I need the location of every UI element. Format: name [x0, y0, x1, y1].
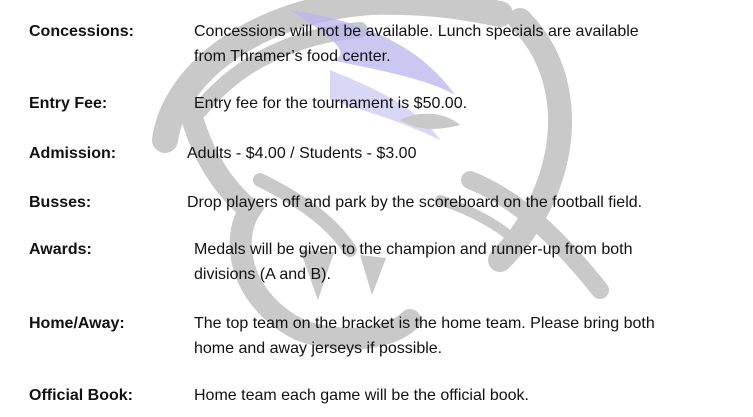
value-busses: Drop players off and park by the scoreboard on the football field. [187, 194, 643, 211]
label-official-book: Official Book: [29, 387, 134, 404]
value-concessions-line-1: Concessions will not be available. Lunch specials are available [194, 23, 639, 40]
label-entry-fee: Entry Fee: [29, 95, 108, 112]
value-concessions-line-2: from Thramer’s food center. [194, 48, 391, 65]
label-admission: Admission: [29, 145, 117, 162]
value-official-book: Home team each game will be the official book. [194, 387, 529, 404]
label-home-away: Home/Away: [29, 315, 125, 332]
label-busses: Busses: [29, 194, 92, 211]
value-home-away-line-2: home and away jerseys if possible. [194, 340, 443, 357]
value-entry-fee: Entry fee for the tournament is $50.00. [194, 95, 468, 112]
value-awards-line-1: Medals will be given to the champion and runner-up from both [194, 241, 633, 258]
value-admission: Adults - $4.00 / Students - $3.00 [187, 145, 417, 162]
value-awards-line-2: divisions (A and B). [194, 266, 331, 283]
label-awards: Awards: [29, 241, 92, 258]
value-home-away-line-1: The top team on the bracket is the home team. Please bring both [194, 315, 655, 332]
label-concessions: Concessions: [29, 23, 134, 40]
